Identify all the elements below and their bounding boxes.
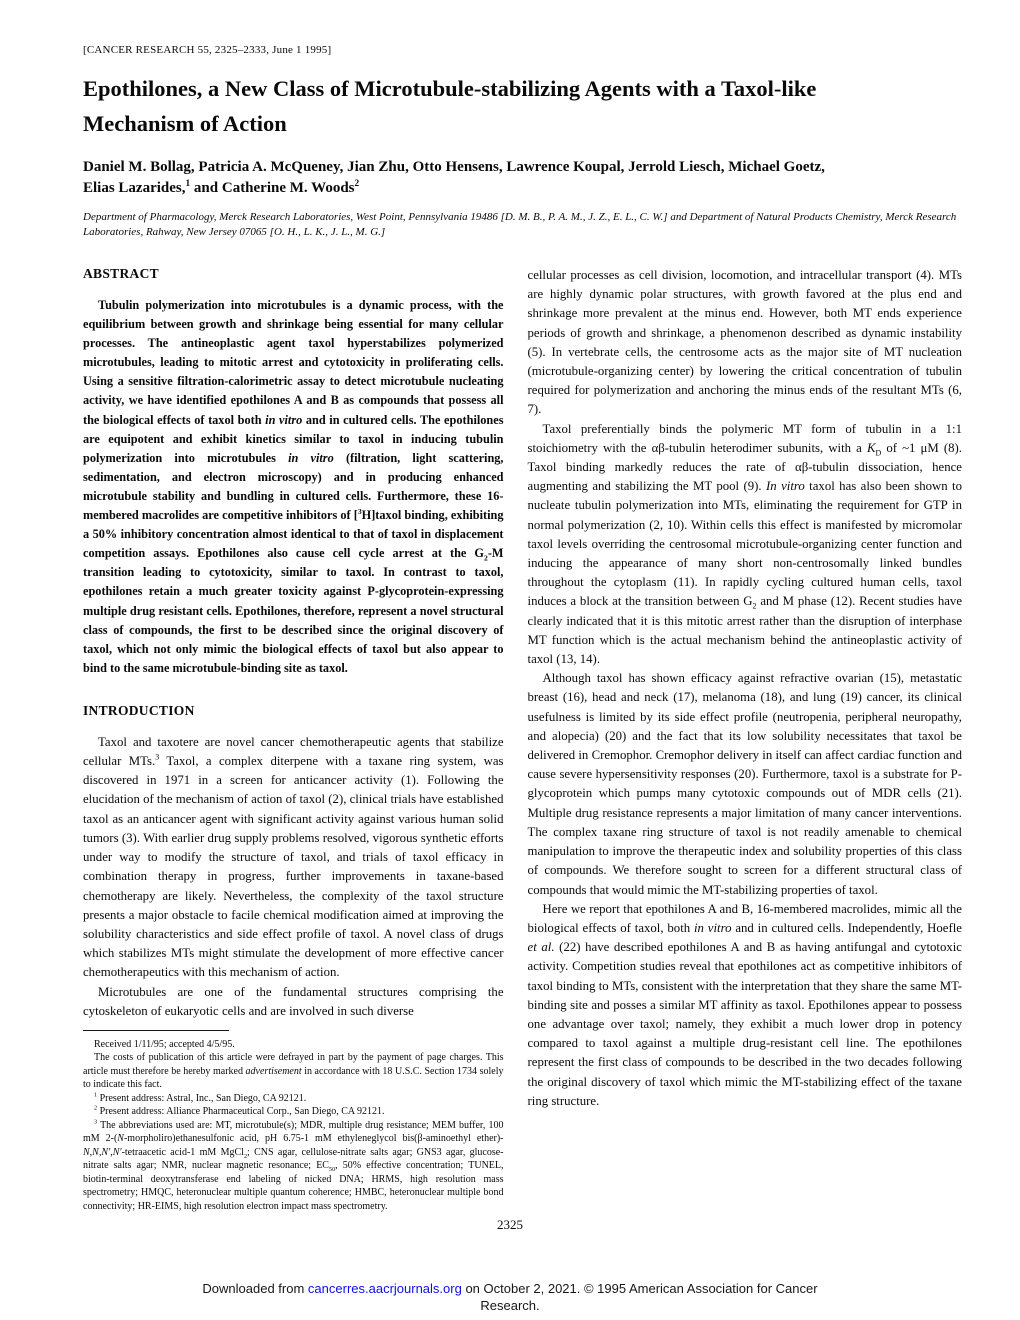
page-number: 2325 <box>497 1217 523 1233</box>
download-text-line2: Research. <box>480 1298 540 1313</box>
abstract-paragraph: Tubulin polymerization into microtubules is a dynamic process, with the equilibrium between growth and shrinkage being essential for many cellular processes. The antineoplastic agent taxol hyperstabilizes polymerized microtubules, leading to mitotic arrest and cytotoxicity in proliferating cells. Using a sensitive filtration-calorimetric assay to detect microtubule nucleating activity, we have identified epothilones A and B as compounds that possess all the biological effects of taxol both in vitro and in cultured cells. The epothilones are equipotent and exhibit kinetics similar to taxol in inducing tubulin polymerization into microtubules in vitro (filtration, light scattering, sedimentation, and electron microscopy) and in producing enhanced microtubule stability and bundling in cultured cells. Furthermore, these 16-membered macrolides are competitive inhibitors of [$^3$H]taxol binding, exhibiting a 50% inhibitory concentration almost identical to that of taxol in displacement competition assays. Epothilones also cause cell cycle arrest at the $G_2-M$ transition leading to cytotoxicity, similar to taxol. In contrast to taxol, epothilones retain a much greater toxicity against P-glycoprotein-expressing multiple drug resistant cells. Epothilones, therefore, represent a novel structural class of compounds, the first to be described since the original discovery of taxol, which not only mimic the biological effects of taxol but also appear to bind to the same microtubule-binding site as taxol. <box>83 298 504 675</box>
body-paragraph: Here we report that epothilones A and B, 16-membered macrolides, mimic all the biological effects of taxol, both in vitro and in cultured cells. Independently, Hoefle et al. (22) have described epothilones A and B as having antifungal and cytotoxic activity. Competition studies reveal that epothilones act as competitive inhibitors of taxol binding to MTs, consistent with the interpretation that they share the same MT-binding site and posses a similar MT affinity as taxol. Epothilones appear to possess one advantage over taxol; namely, they exhibit a much lower drop in potency compared to taxol against a multiple drug-resistant cell line. The epothilones represent the first class of compounds to be described in the two decades following the original discovery of taxol which mimic the MT-stabilizing effect of the taxane ring structure. <box>527 901 962 1108</box>
footnote-received: Received 1/11/95; accepted 4/5/95. <box>94 1038 235 1050</box>
footnote-divider <box>83 1030 229 1031</box>
footnotes-block <box>83 1038 504 1214</box>
two-column-body <box>83 266 962 1213</box>
footnote-abbreviations: $^3$ The abbreviations used are: MT, microtubule(s); MDR, multiple drug resistance; MEM buffer, 100 mM 2-(N-morpholiro)ethanesulfonic acid, pH 6.75-1 mM ethyleneglycol bis(β-aminoethyl ether)-N,N,N′,N′-tetraacetic acid-1 mM MgCl$_2$; CNS agar, cellulose-nitrate salts agar; GNS3 agar, glucose-nitrate salts agar; NMR, nuclear magnetic resonance; $EC_{50}$, 50% effective concentration; TUNEL, biotin-terminal deoxytransferase end labeling of nicked DNA; HRMS, high resolution mass spectrometry; HMQC, heteronuclear multiple quantum coherence; HMBC, heteronuclear multiple bond connectivity; HR-EIMS, high resolution electron impact mass spectrometry. <box>83 1118 504 1212</box>
title-line-2: Mechanism of Action <box>83 111 287 136</box>
body-paragraph: cellular processes as cell division, locomotion, and intracellular transport (4). MTs are highly dynamic polar structures, with growth favored at the plus end and shrinkage more prevalent at the minus end. However, both MT ends experience periods of growth and shrinkage, a phenomenon described as dynamic instability (5). In vertebrate cells, the centrosome acts as the major site of MT nucleation (microtubule-organizing center) by lowering the critical concentration of tubulin required for polymerization and anchoring the minus ends of the resultant MTs (6, 7). <box>527 268 962 417</box>
introduction-paragraph: Taxol and taxotere are novel cancer chemotherapeutic agents that stabilize cellular MTs.$^3$ Taxol, a complex diterpene with a taxane ring system, was discovered in 1971 in a screen for anticancer activity (1). Following the elucidation of the mechanism of action of taxol (2), clinical trials have established taxol as an anticancer agent with significant activity against various human solid tumors (3). With earlier drug supply problems resolved, vigorous synthetic efforts under way to modify the structure of taxol, and trials of taxol efficacy in combination therapy in progress, further improvements in taxane-based chemotherapy are likely. Nevertheless, the complexity of the taxol structure presents a major obstacle to facile chemical modification aimed at improving the solubility characteristics and side effect profile of taxol. A novel class of drugs which stabilizes MTs might stimulate the development of more effective cancer chemotherapeutics with this mechanism of action. <box>83 734 504 980</box>
footnote-address-1: $^1$ Present address: Astral, Inc., San Diego, CA 92121. <box>94 1091 307 1104</box>
body-paragraph: Although taxol has shown efficacy against refractive ovarian (15), metastatic breast (16), head and neck (17), melanoma (18), and lung (19) cancer, its clinical usefulness is limited by its side effect profile (neutropenia, peripheral neuropathy, and alopecia) (20) and the fact that its low solubility necessitates that taxol be delivered in Cremophor. Cremophor delivery in itself can affect cardiac function and cause severe hypersensitivity responses (20). Furthermore, taxol is a substrate for P-glycoprotein which pumps many cytotoxic compounds out of MDR cells (21). Multiple drug resistance represents a major limitation of many cancer interventions. The complex taxane ring structure of taxol is not readily amenable to chemical manipulation to improve the therapeutic index and solubility properties of this class of compounds. We therefore sought to screen for a different structural class of compounds that would mimic the MT-stabilizing properties of taxol. <box>527 671 962 897</box>
title-line-1: Epothilones, a New Class of Microtubule-stabilizing Agents with a Taxol-like <box>83 76 817 101</box>
authors-line-2: Elias Lazarides,$^1$ and Catherine M. Woods$^2$ <box>83 178 360 196</box>
journal-link[interactable]: cancerres.aacrjournals.org <box>307 1281 462 1296</box>
left-column <box>83 266 504 1213</box>
authors-line-1: Daniel M. Bollag, Patricia A. McQueney, Jian Zhu, Otto Hensens, Lawrence Koupal, Jerrold Liesch, Michael Goetz, <box>83 159 825 175</box>
introduction-heading: INTRODUCTION <box>83 702 195 718</box>
introduction-paragraph: Microtubules are one of the fundamental structures comprising the cytoskeleton of eukaryotic cells and are involved in such diverse <box>83 984 504 1018</box>
author-list <box>83 157 962 198</box>
affiliation-text: Department of Pharmacology, Merck Research Laboratories, West Point, Pennsylvania 19486 [D. M. B., P. A. M., J. Z., E. L., C. W.] and Department of Natural Products Chemistry, Merck Research Laboratories, Rahway, New Jersey 07065 [O. H., L. K., J. L., M. G.] <box>83 211 957 238</box>
page-title <box>83 71 962 141</box>
download-text-prefix: Downloaded from <box>202 1281 305 1296</box>
download-footer <box>150 1280 870 1314</box>
right-column <box>528 266 962 1213</box>
body-paragraph: Taxol preferentially binds the polymeric MT form of tubulin in a 1:1 stoichiometry with the αβ-tubulin heterodimer subunits, with a $K_D$ of ~1 μM (8). Taxol binding markedly reduces the rate of αβ-tubulin dissociation, hence augmenting and stabilizing the MT pool (9). In vitro taxol has also been shown to nucleate tubulin polymerization into MTs, eliminating the requirement for GTP in normal polymerization (2, 10). Within cells this effect is manifested by micromolar taxol levels overriding the centrosomal microtubule-organizing center function and inducing the appearance of many short non-centrosomally linked bundles throughout the cytoplasm (11). In rapidly cycling cultured human cells, taxol induces a block at the transition between $G_2$ and M phase (12). Recent studies have clearly indicated that it is this mitotic arrest rather than the disruption of interphase MT function which is the actual mechanism behind the antineoplastic activity of taxol (13, 14). <box>527 421 963 667</box>
download-text-suffix: on October 2, 2021. © 1995 American Association for Cancer <box>465 1281 818 1296</box>
journal-citation-line: [CANCER RESEARCH 55, 2325–2333, June 1 1995] <box>83 44 332 56</box>
footnote-publication-costs: The costs of publication of this article were defrayed in part by the payment of page charges. This article must therefore be hereby marked advertisement in accordance with 18 U.S.C. Section 1734 solely to indicate this fact. <box>83 1052 504 1091</box>
abstract-heading: ABSTRACT <box>83 266 159 281</box>
footnote-address-2: $^2$ Present address: Alliance Pharmaceutical Corp., San Diego, CA 92121. <box>94 1105 385 1118</box>
